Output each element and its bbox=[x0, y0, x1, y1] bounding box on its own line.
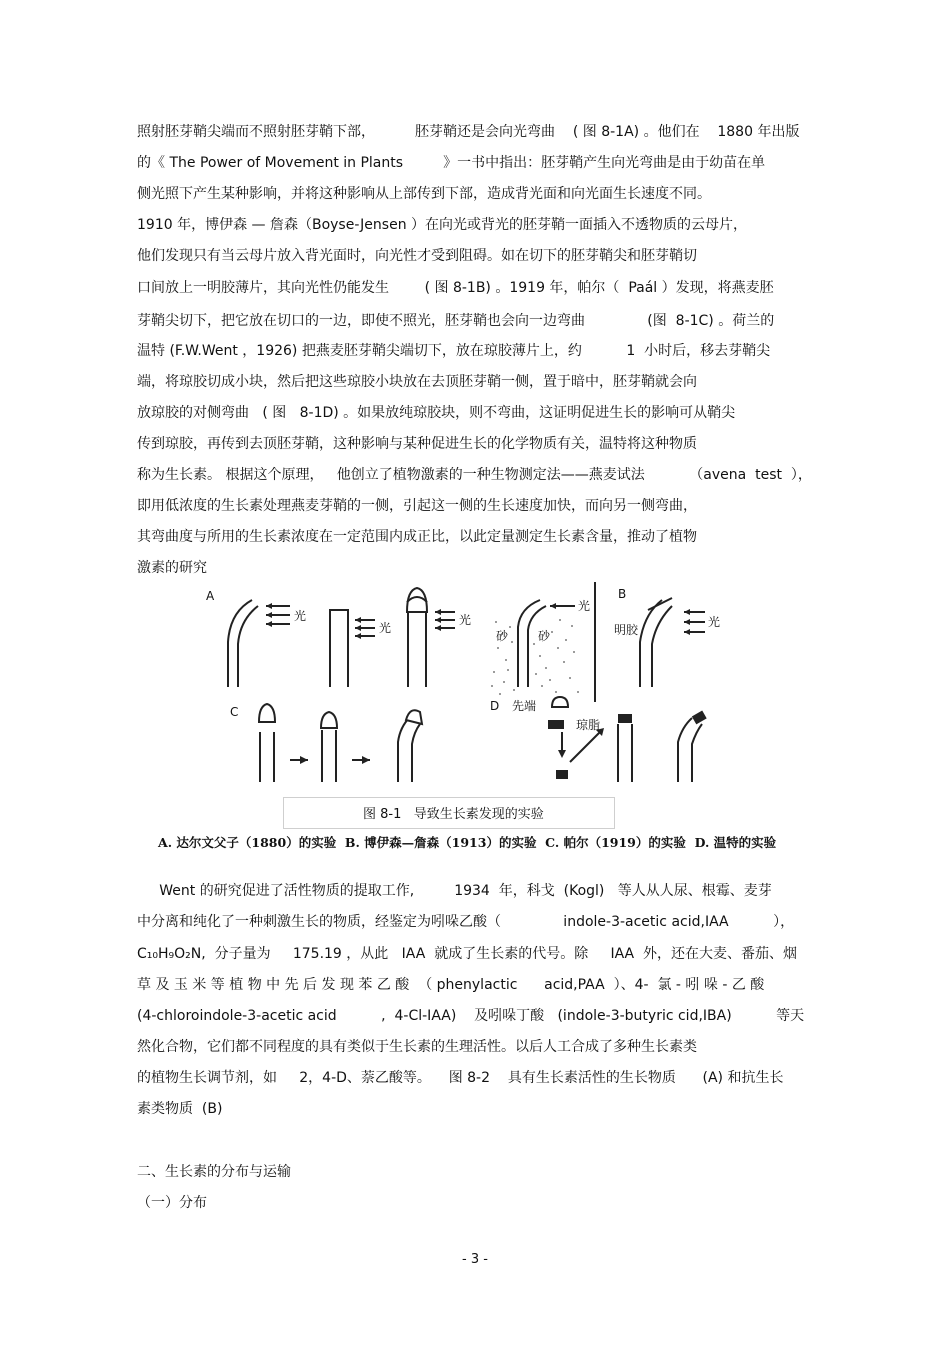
page-number: - 3 - bbox=[462, 1252, 488, 1267]
light-label-a3: 光 bbox=[459, 613, 472, 627]
paragraph2-line-5: (4-chloroindole-3-acetic acid , 4-Cl-IAA) 及吲哚丁酸 (indole-3-butyric cid,IBA) 等天 bbox=[137, 1008, 805, 1024]
subsection-heading: （一）分布 bbox=[137, 1195, 207, 1211]
paragraph1-line-15: 激素的研究 bbox=[137, 560, 207, 576]
paragraph1-line-7: 芽鞘尖切下，把它放在切口的一边，即使不照光，胚芽鞘也会向一边弯曲 (图 8-1C) 。荷兰的 bbox=[137, 313, 775, 329]
section-heading: 二、生长素的分布与运输 bbox=[137, 1164, 291, 1180]
paragraph2-line-1: Went 的研究促进了活性物质的提取工作, 1934 年，科戈 (Kogl) 等人从人尿、根霉、麦芽 bbox=[137, 883, 772, 899]
paragraph1-line-11: 传到琼胶，再传到去顶胚芽鞘，这种影响与某种促进生长的化学物质有关，温特将这种物质 bbox=[137, 436, 697, 452]
gelatin-label: 明胶 bbox=[614, 623, 639, 637]
paragraph2-line-4: 草 及 玉 米 等 植 物 中 先 后 发 现 苯 乙 酸 （ phenylactic acid,PAA ）、4- 氯 - 吲 哚 - 乙 酸 bbox=[137, 977, 765, 993]
paragraph1-line-9: 端，将琼胶切成小块，然后把这些琼胶小块放在去顶胚芽鞘一侧，置于暗中，胚芽鞘就会向 bbox=[137, 374, 697, 390]
paragraph2-line-3: C₁₀H₉O₂N, 分子量为 175.19 ，从此 IAA 就成了生长素的代号。除 IAA 外，还在大麦、番茄、烟 bbox=[137, 946, 798, 962]
paragraph1-line-8: 温特 (F.W.Went ，1926) 把燕麦胚芽鞘尖端切下，放在琼胶薄片上，约 1 小时后，移去芽鞘尖 bbox=[137, 343, 771, 359]
paragraph1-line-14: 其弯曲度与所用的生长素浓度在一定范围内成正比，以此定量测定生长素含量，推动了植物 bbox=[137, 529, 697, 545]
paragraph2-line-7: 的植物生长调节剂，如 2，4-D、萘乙酸等。 图 8-2 具有生长素活性的生长物质 (A) 和抗生长 bbox=[137, 1070, 784, 1086]
paragraph2-line-6: 然化合物，它们都不同程度的具有类似于生长素的生理活性。以后人工合成了多种生长素类 bbox=[137, 1039, 697, 1055]
sand-label-left: 砂 bbox=[496, 629, 509, 643]
paragraph1-line-10: 放琼胶的对侧弯曲 ( 图 8-1D) 。如果放纯琼胶块，则不弯曲，这证明促进生长的影响可从鞘尖 bbox=[137, 405, 736, 421]
panel-letter-a: A bbox=[206, 589, 215, 603]
panel-letter-d: D bbox=[490, 699, 500, 713]
panel-letter-b: B bbox=[618, 587, 627, 601]
paragraph1-line-1: 照射胚芽鞘尖端而不照射胚芽鞘下部， 胚芽鞘还是会向光弯曲 ( 图 8-1A) 。他们在 1880 年出版 bbox=[137, 124, 800, 140]
light-label-b: 光 bbox=[708, 615, 721, 629]
agar-label: 琼脂 bbox=[576, 718, 601, 732]
sand-label-right: 砂 bbox=[538, 629, 551, 643]
paragraph1-line-2: 的《 The Power of Movement in Plants 》一书中指出：胚芽鞘产生向光弯曲是由于幼苗在单 bbox=[137, 155, 766, 171]
figure-subcaption: A. 达尔文父子（1880）的实验 B. 博伊森—詹森（1913）的实验 C. 帕尔（1919）的实验 D. 温特的实验 bbox=[158, 835, 777, 850]
paragraph2-line-2: 中分离和纯化了一种刺激生长的物质，经鉴定为吲哚乙酸（ indole-3-acetic acid,IAA ）， bbox=[137, 914, 795, 930]
light-label-a2: 光 bbox=[379, 621, 392, 635]
paragraph1-line-12: 称为生长素。 根据这个原理， 他创立了植物激素的一种生物测定法——燕麦试法 （avena test ）， bbox=[137, 467, 812, 483]
paragraph1-line-5: 他们发现只有当云母片放入背光面时，向光性才受到阻碍。如在切下的胚芽鞘尖和胚芽鞘切 bbox=[137, 248, 697, 264]
paragraph2-line-8: 素类物质 (B) bbox=[137, 1101, 223, 1117]
light-label-a4: 光 bbox=[578, 599, 591, 613]
figure-caption: 图 8-1 导致生长素发现的实验 bbox=[363, 807, 544, 822]
paragraph1-line-13: 即用低浓度的生长素处理燕麦芽鞘的一侧，引起这一侧的生长速度加快，而向另一侧弯曲， bbox=[137, 498, 697, 514]
paragraph1-line-4: 1910 年，博伊森 — 詹森（Boyse-Jensen ）在向光或背光的胚芽鞘一面插入不透物质的云母片， bbox=[137, 217, 748, 233]
tip-label: 先端 bbox=[512, 699, 537, 713]
panel-letter-c: C bbox=[230, 705, 239, 719]
paragraph1-line-6: 口间放上一明胶薄片，其向光性仍能发生 ( 图 8-1B) 。1919 年，帕尔（ Paál ）发现，将燕麦胚 bbox=[137, 280, 774, 296]
light-label-a1: 光 bbox=[294, 609, 307, 623]
paragraph1-line-3: 侧光照下产生某种影响，并将这种影响从上部传到下部，造成背光面和向光面生长速度不同。 bbox=[137, 186, 711, 202]
